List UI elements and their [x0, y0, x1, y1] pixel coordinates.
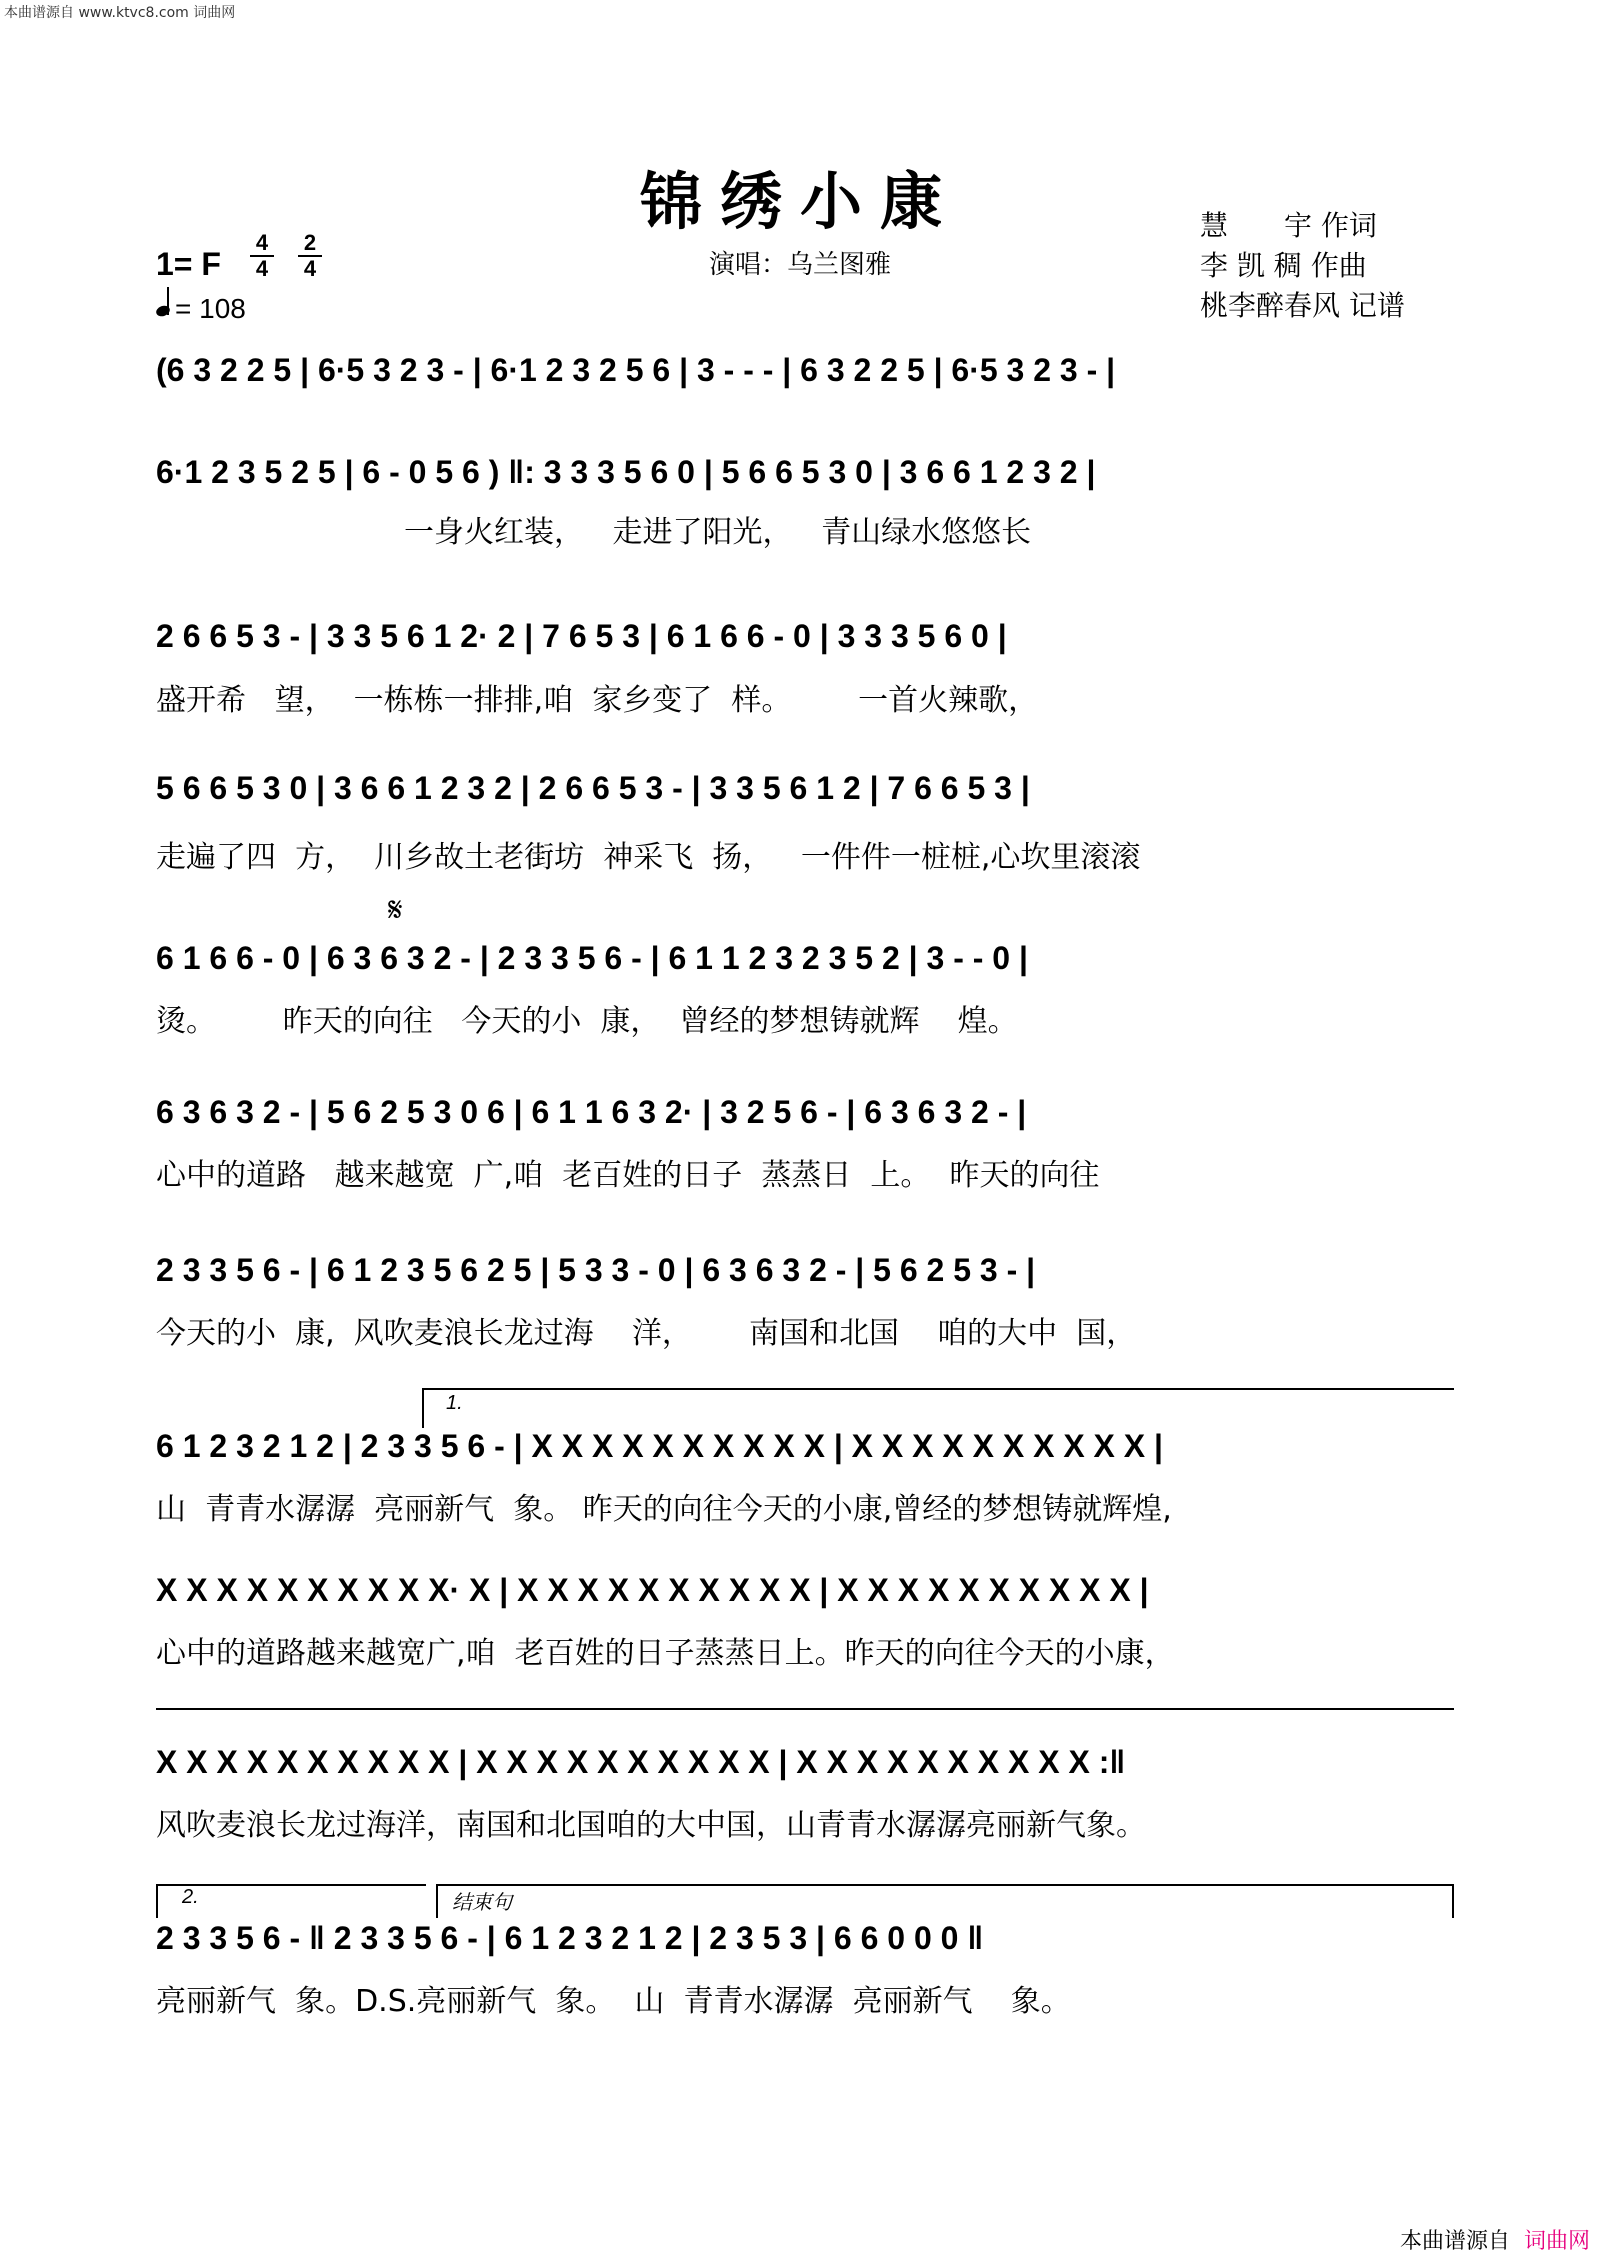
music-row-8: 6 1 2 3 2 1 2 | 2 3 3 5 6 - | X X X X X X X X X X | X X X X X X X X X X |: [156, 1428, 1163, 1464]
time-signature-4-4: [250, 232, 274, 280]
lyricist-credit: 慧 宇 作词: [1200, 209, 1377, 242]
lyrics-row-2: 一身火红装， 走进了阳光， 青山绿水悠悠长: [156, 515, 1032, 550]
time-sig-numerator: 4: [255, 230, 269, 255]
volta-1-continuation: [156, 1708, 1454, 1710]
lyrics-row-4: 走遍了四 方， 川乡故土老街坊 神采飞 扬， 一件件一桩桩,心坎里滚滚: [156, 840, 1141, 875]
tempo-value: = 108: [175, 293, 246, 324]
volta-1-label: 1.: [446, 1392, 463, 1414]
watermark-text: 本曲谱源自 www.ktvc8.com 词曲网: [4, 5, 236, 21]
volta-1-bracket-left: [422, 1388, 424, 1428]
key-signature: 1= F: [156, 246, 221, 282]
lyrics-row-6: 心中的道路 越来越宽 广,咱 老百姓的日子 蒸蒸日 上。 昨天的向往: [156, 1158, 1100, 1193]
ending-bracket-right: [1452, 1884, 1454, 1918]
music-row-1: (6 3 2 2 5 | 6·5 3 2 3 - | 6·1 2 3 2 5 6 | 3 - - - | 6 3 2 2 5 | 6·5 3 2 3 - |: [156, 352, 1116, 388]
ending-bracket-left: [436, 1884, 438, 1918]
music-row-6: 6 3 6 3 2 - | 5 6 2 5 3 0 6 | 6 1 1 6 3 2· | 3 2 5 6 - | 6 3 6 3 2 - |: [156, 1094, 1027, 1130]
volta-1-bracket: [422, 1388, 1454, 1390]
music-row-5: 6 1 6 6 - 0 | 6 3 6 3 2 - | 2 3 3 5 6 - | 6 1 1 2 3 2 3 5 2 | 3 - - 0 |: [156, 940, 1028, 976]
music-row-3: 2 6 6 5 3 - | 3 3 5 6 1 2· 2 | 7 6 5 3 | 6 1 6 6 - 0 | 3 3 3 5 6 0 |: [156, 618, 1007, 654]
ending-bracket: [436, 1884, 1454, 1886]
volta-2-bracket-left: [156, 1884, 158, 1918]
lyrics-row-5: 烫。 昨天的向往 今天的小 康， 曾经的梦想铸就辉 煌。: [156, 1004, 1018, 1039]
ending-label: 结束句: [452, 1892, 512, 1914]
time-signature-2-4: [298, 232, 322, 280]
lyrics-row-10: 风吹麦浪长龙过海洋，南国和北国咱的大中国，山青青水潺潺亮丽新气象。: [156, 1808, 1146, 1843]
time-sig-denominator: 4: [255, 256, 269, 281]
singer-line: 演唱：乌兰图雅: [708, 250, 891, 280]
volta-2-label: 2.: [182, 1886, 199, 1908]
music-row-9: X X X X X X X X X X· X | X X X X X X X X X X | X X X X X X X X X X |: [156, 1572, 1149, 1608]
footer-left-text: 本曲谱源自: [1399, 2229, 1510, 2254]
footer-watermark: [1400, 2224, 1590, 2255]
music-row-2: 6·1 2 3 5 2 5 | 6 - 0 5 6 ) ‖: 3 3 3 5 6 0 | 5 6 6 5 3 0 | 3 6 6 1 2 3 2 |: [156, 454, 1096, 490]
lyrics-row-3: 盛开希 望， 一栋栋一排排,咱 家乡变了 样。 一首火辣歌，: [156, 683, 1039, 718]
lyrics-row-8: 山 青青水潺潺 亮丽新气 象。 昨天的向往今天的小康,曾经的梦想铸就辉煌,: [156, 1492, 1172, 1527]
tempo-marking: [156, 293, 246, 325]
segno-sign: 𝄋: [388, 890, 403, 930]
footer-right-text: 词曲网: [1523, 2229, 1590, 2254]
music-row-10: X X X X X X X X X X | X X X X X X X X X X | X X X X X X X X X X :‖: [156, 1744, 1126, 1780]
music-row-7: 2 3 3 5 6 - | 6 1 2 3 5 6 2 5 | 5 3 3 - 0 | 6 3 6 3 2 - | 5 6 2 5 3 - |: [156, 1252, 1036, 1288]
transcriber-credit: 桃李醉春风 记谱: [1200, 289, 1405, 322]
lyrics-row-11: 亮丽新气 象。D.S.亮丽新气 象。 山 青青水潺潺 亮丽新气 象。: [156, 1984, 1071, 2019]
time-sig-denominator: 4: [303, 256, 317, 281]
song-title: 锦绣小康: [639, 165, 960, 238]
lyrics-row-7: 今天的小 康, 风吹麦浪长龙过海 洋， 南国和北国 咱的大中 国，: [156, 1316, 1137, 1351]
music-row-11: 2 3 3 5 6 - ‖ 2 3 3 5 6 - | 6 1 2 3 2 1 2 | 2 3 5 3 | 6 6 0 0 0 ‖: [156, 1920, 984, 1956]
lyrics-row-9: 心中的道路越来越宽广,咱 老百姓的日子蒸蒸日上。昨天的向往今天的小康，: [156, 1636, 1175, 1671]
music-row-4: 5 6 6 5 3 0 | 3 6 6 1 2 3 2 | 2 6 6 5 3 - | 3 3 5 6 1 2 | 7 6 6 5 3 |: [156, 770, 1030, 806]
composer-credit: 李 凯 稠 作曲: [1200, 249, 1367, 282]
time-sig-numerator: 2: [303, 230, 317, 255]
